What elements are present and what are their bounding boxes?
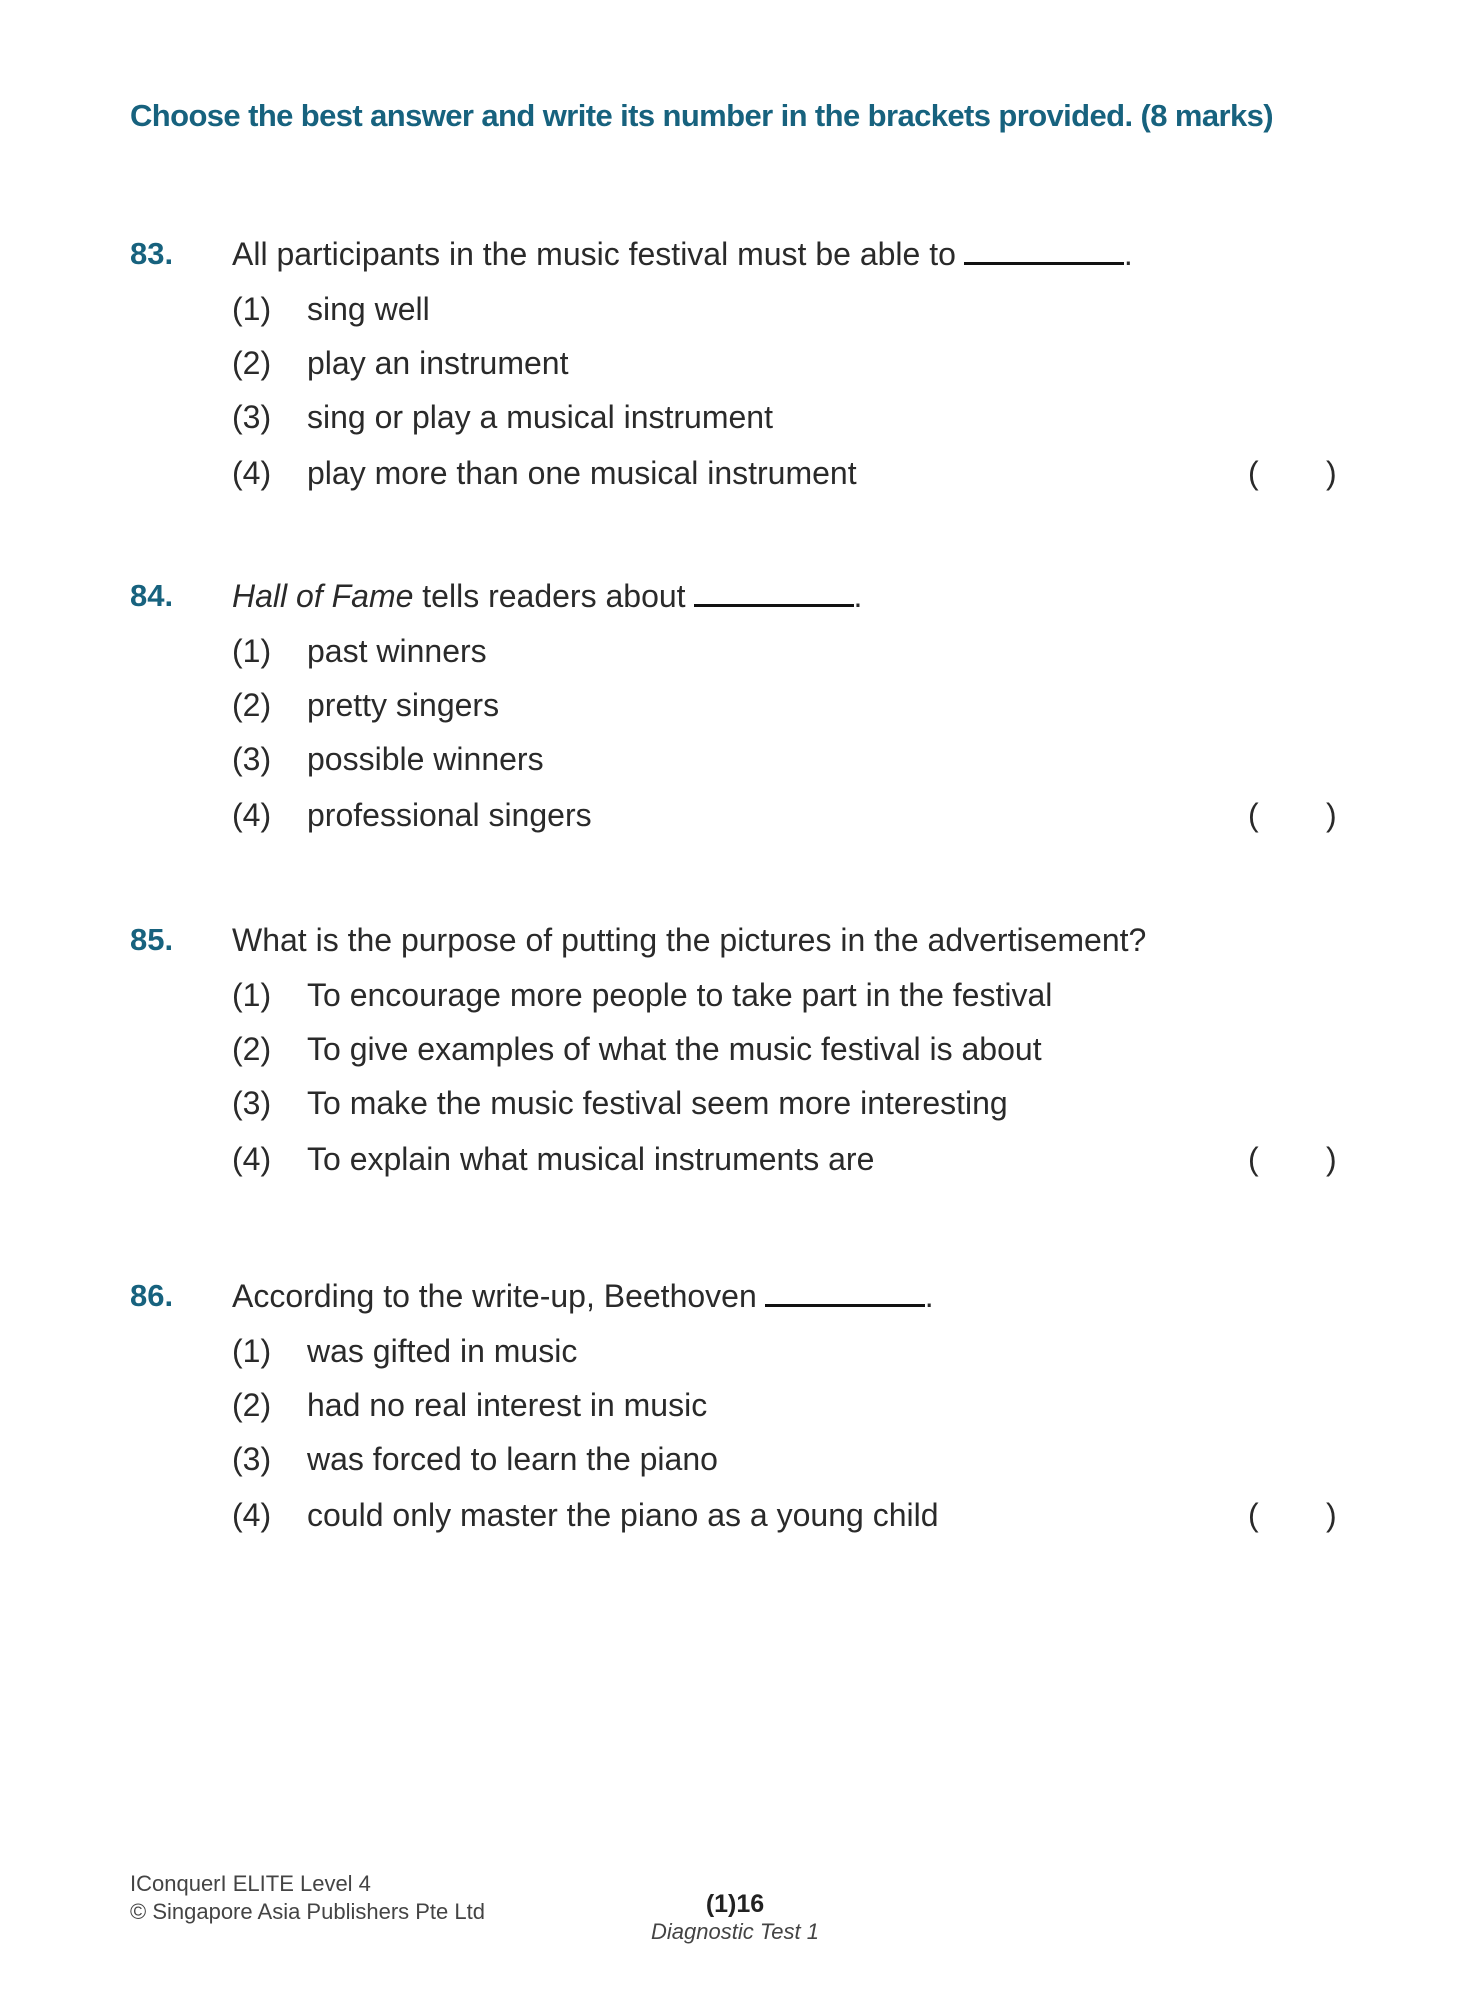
option-number: (4) bbox=[232, 455, 272, 491]
page-number: (1)16 bbox=[705, 1890, 765, 1918]
option-text: was gifted in music bbox=[307, 1333, 578, 1369]
option-text: possible winners bbox=[307, 741, 544, 777]
option-text: sing or play a musical instrument bbox=[307, 399, 773, 435]
answer-bracket-open[interactable]: ( bbox=[1248, 1497, 1259, 1533]
question-text: All participants in the music festival must be able to . bbox=[232, 236, 1133, 272]
option-number: (2) bbox=[232, 1387, 272, 1423]
question-stem: All participants in the music festival must be able to bbox=[232, 236, 956, 272]
option-number: (1) bbox=[232, 633, 272, 669]
option-text: could only master the piano as a young child bbox=[307, 1497, 939, 1533]
option-number: (3) bbox=[232, 741, 272, 777]
option-2 bbox=[232, 687, 499, 724]
option-3 bbox=[232, 1085, 1008, 1122]
option-3 bbox=[232, 741, 544, 778]
option-1 bbox=[232, 633, 487, 670]
answer-bracket-close[interactable]: ) bbox=[1326, 455, 1337, 491]
question-number: 84. bbox=[130, 578, 174, 613]
option-text: pretty singers bbox=[307, 687, 500, 723]
question-number: 83. bbox=[130, 236, 174, 271]
footer-publisher bbox=[130, 1870, 485, 1926]
option-4 bbox=[232, 455, 857, 492]
answer-bracket-open[interactable]: ( bbox=[1248, 1141, 1259, 1177]
footer-copyright: © Singapore Asia Publishers Pte Ltd bbox=[130, 1899, 485, 1924]
option-text: play an instrument bbox=[307, 345, 569, 381]
option-number: (3) bbox=[232, 1085, 272, 1121]
instruction-heading: Choose the best answer and write its number in the brackets provided. (8 marks) bbox=[130, 98, 1273, 133]
option-text: To explain what musical instruments are bbox=[307, 1141, 875, 1177]
answer-bracket-close[interactable]: ) bbox=[1326, 797, 1337, 833]
option-number: (2) bbox=[232, 687, 272, 723]
question-stem: According to the write-up, Beethoven bbox=[232, 1278, 757, 1314]
option-4 bbox=[232, 1141, 874, 1178]
option-number: (2) bbox=[232, 345, 272, 381]
option-text: had no real interest in music bbox=[307, 1387, 708, 1423]
option-3 bbox=[232, 399, 773, 436]
option-text: past winners bbox=[307, 633, 487, 669]
question-number: 86. bbox=[130, 1278, 174, 1313]
option-number: (4) bbox=[232, 797, 272, 833]
option-number: (4) bbox=[232, 1497, 272, 1533]
question-title-italic: Hall of Fame bbox=[232, 578, 414, 614]
question-text: According to the write-up, Beethoven . bbox=[232, 1278, 934, 1314]
option-4 bbox=[232, 1497, 939, 1534]
option-1 bbox=[232, 291, 430, 328]
option-text: was forced to learn the piano bbox=[307, 1441, 718, 1477]
option-number: (3) bbox=[232, 399, 272, 435]
option-number: (4) bbox=[232, 1141, 272, 1177]
option-number: (2) bbox=[232, 1031, 272, 1067]
option-3 bbox=[232, 1441, 718, 1478]
answer-blank bbox=[964, 240, 1124, 265]
answer-blank bbox=[765, 1282, 925, 1307]
option-1 bbox=[232, 977, 1052, 1014]
footer-page bbox=[600, 1890, 870, 1945]
question-stem: What is the purpose of putting the pictures in the advertisement? bbox=[232, 922, 1147, 958]
option-4 bbox=[232, 797, 592, 834]
option-2 bbox=[232, 1031, 1042, 1068]
option-text: play more than one musical instrument bbox=[307, 455, 857, 491]
question-number: 85. bbox=[130, 922, 174, 957]
answer-bracket-open[interactable]: ( bbox=[1248, 455, 1259, 491]
answer-bracket-close[interactable]: ) bbox=[1326, 1497, 1337, 1533]
test-name: Diagnostic Test 1 bbox=[651, 1919, 819, 1944]
option-text: professional singers bbox=[307, 797, 592, 833]
option-text: sing well bbox=[307, 291, 430, 327]
question-text: Hall of Fame tells readers about . bbox=[232, 578, 863, 614]
option-number: (1) bbox=[232, 291, 272, 327]
option-text: To encourage more people to take part in the festival bbox=[307, 977, 1053, 1013]
footer-series: IConquerI ELITE Level 4 bbox=[130, 1871, 371, 1896]
option-2 bbox=[232, 345, 568, 382]
answer-bracket-open[interactable]: ( bbox=[1248, 797, 1259, 833]
question-stem: tells readers about bbox=[413, 578, 686, 614]
option-number: (1) bbox=[232, 977, 272, 1013]
option-text: To give examples of what the music festival is about bbox=[307, 1031, 1042, 1067]
option-1 bbox=[232, 1333, 577, 1370]
option-2 bbox=[232, 1387, 707, 1424]
answer-bracket-close[interactable]: ) bbox=[1326, 1141, 1337, 1177]
option-number: (3) bbox=[232, 1441, 272, 1477]
option-number: (1) bbox=[232, 1333, 272, 1369]
question-text bbox=[232, 922, 1146, 959]
option-text: To make the music festival seem more interesting bbox=[307, 1085, 1008, 1121]
answer-blank bbox=[694, 582, 854, 607]
